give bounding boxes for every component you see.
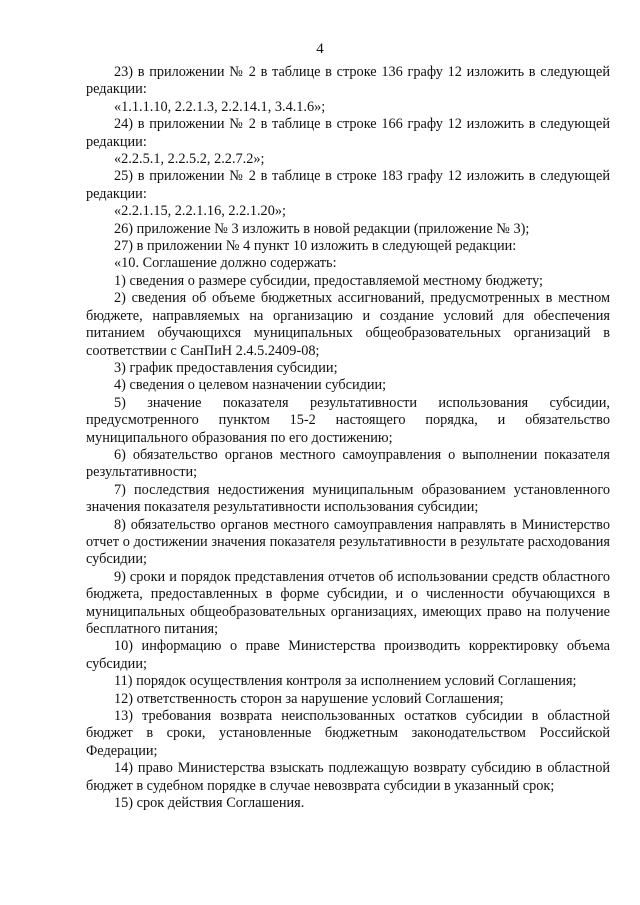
document-body: [86, 64, 610, 812]
paragraph-agreement-intro: «10. Соглашение должно содержать:: [114, 255, 337, 272]
paragraph-item-23: 23) в приложении № 2 в таблице в строке 136 графу 12 изложить в следующей редакции:: [86, 64, 610, 98]
paragraph-clause-11: 11) порядок осуществления контроля за исполнением условий Соглашения;: [114, 673, 577, 690]
paragraph-clause-6: 6) обязательство органов местного самоуправления о выполнении показателя результативности;: [86, 446, 610, 481]
paragraph-clause-13: 13) требования возврата неиспользованных остатков субсидии в областной бюджет в сроки, установленные бюджетным законодательством Российской Федерации;: [86, 708, 610, 759]
paragraph-clause-15: 15) срок действия Соглашения.: [114, 795, 305, 812]
paragraph-quote-24: «2.2.5.1, 2.2.5.2, 2.2.7.2»;: [114, 151, 265, 168]
paragraph-item-25: 25) в приложении № 2 в таблице в строке 183 графу 12 изложить в следующей редакции:: [86, 168, 610, 202]
paragraph-clause-10: 10) информацию о праве Министерства производить корректировку объема субсидии;: [86, 638, 610, 672]
paragraph-quote-23: «1.1.1.10, 2.2.1.3, 2.2.14.1, 3.4.1.6»;: [114, 98, 326, 115]
paragraph-item-27: 27) в приложении № 4 пункт 10 изложить в следующей редакции:: [114, 238, 517, 255]
paragraph-clause-14: 14) право Министерства взыскать подлежащую возврату субсидию в областной бюджет в судебном порядке в случае невозврата субсидии в указанный срок;: [86, 760, 610, 794]
paragraph-clause-4: 4) сведения о целевом назначении субсидии;: [114, 377, 387, 394]
paragraph-clause-7: 7) последствия недостижения муниципальным образованием установленного значения показателя результативности использования субсидии;: [86, 481, 610, 516]
paragraph-clause-12: 12) ответственность сторон за нарушение условий Соглашения;: [114, 690, 504, 707]
page-number: 4: [316, 41, 324, 57]
paragraph-clause-9: 9) сроки и порядок представления отчетов об использовании средств областного бюджета, предоставленных в форме субсидии, и о численности обучающихся в муниципальных общеобразовательных организациях, имеющих право на получение бесплатного питания;: [86, 568, 610, 637]
paragraph-item-24: 24) в приложении № 2 в таблице в строке 166 графу 12 изложить в следующей редакции:: [86, 116, 610, 150]
paragraph-quote-25: «2.2.1.15, 2.2.1.16, 2.2.1.20»;: [114, 203, 286, 220]
paragraph-clause-5: 5) значение показателя результативности использования субсидии, предусмотренного пунктом 15-2 настоящего порядка, и обязательство муниципального образования по его достижению;: [86, 394, 610, 446]
paragraph-clause-3: 3) график предоставления субсидии;: [114, 359, 338, 376]
paragraph-item-26: 26) приложение № 3 изложить в новой редакции (приложение № 3);: [114, 220, 530, 237]
paragraph-clause-8: 8) обязательство органов местного самоуправления направлять в Министерство отчет о достижении значения показателя результативности в результате расходования субсидии;: [86, 516, 610, 568]
paragraph-clause-2: 2) сведения об объеме бюджетных ассигнований, предусмотренных в местном бюджете, направляемых на организацию и создание условий для обеспечения питанием обучающихся муниципальных общеобразовательных организаций в соответствии с СанПиН 2.4.5.2409-08;: [86, 290, 610, 359]
paragraph-clause-1: 1) сведения о размере субсидии, предоставляемой местному бюджету;: [114, 272, 544, 289]
